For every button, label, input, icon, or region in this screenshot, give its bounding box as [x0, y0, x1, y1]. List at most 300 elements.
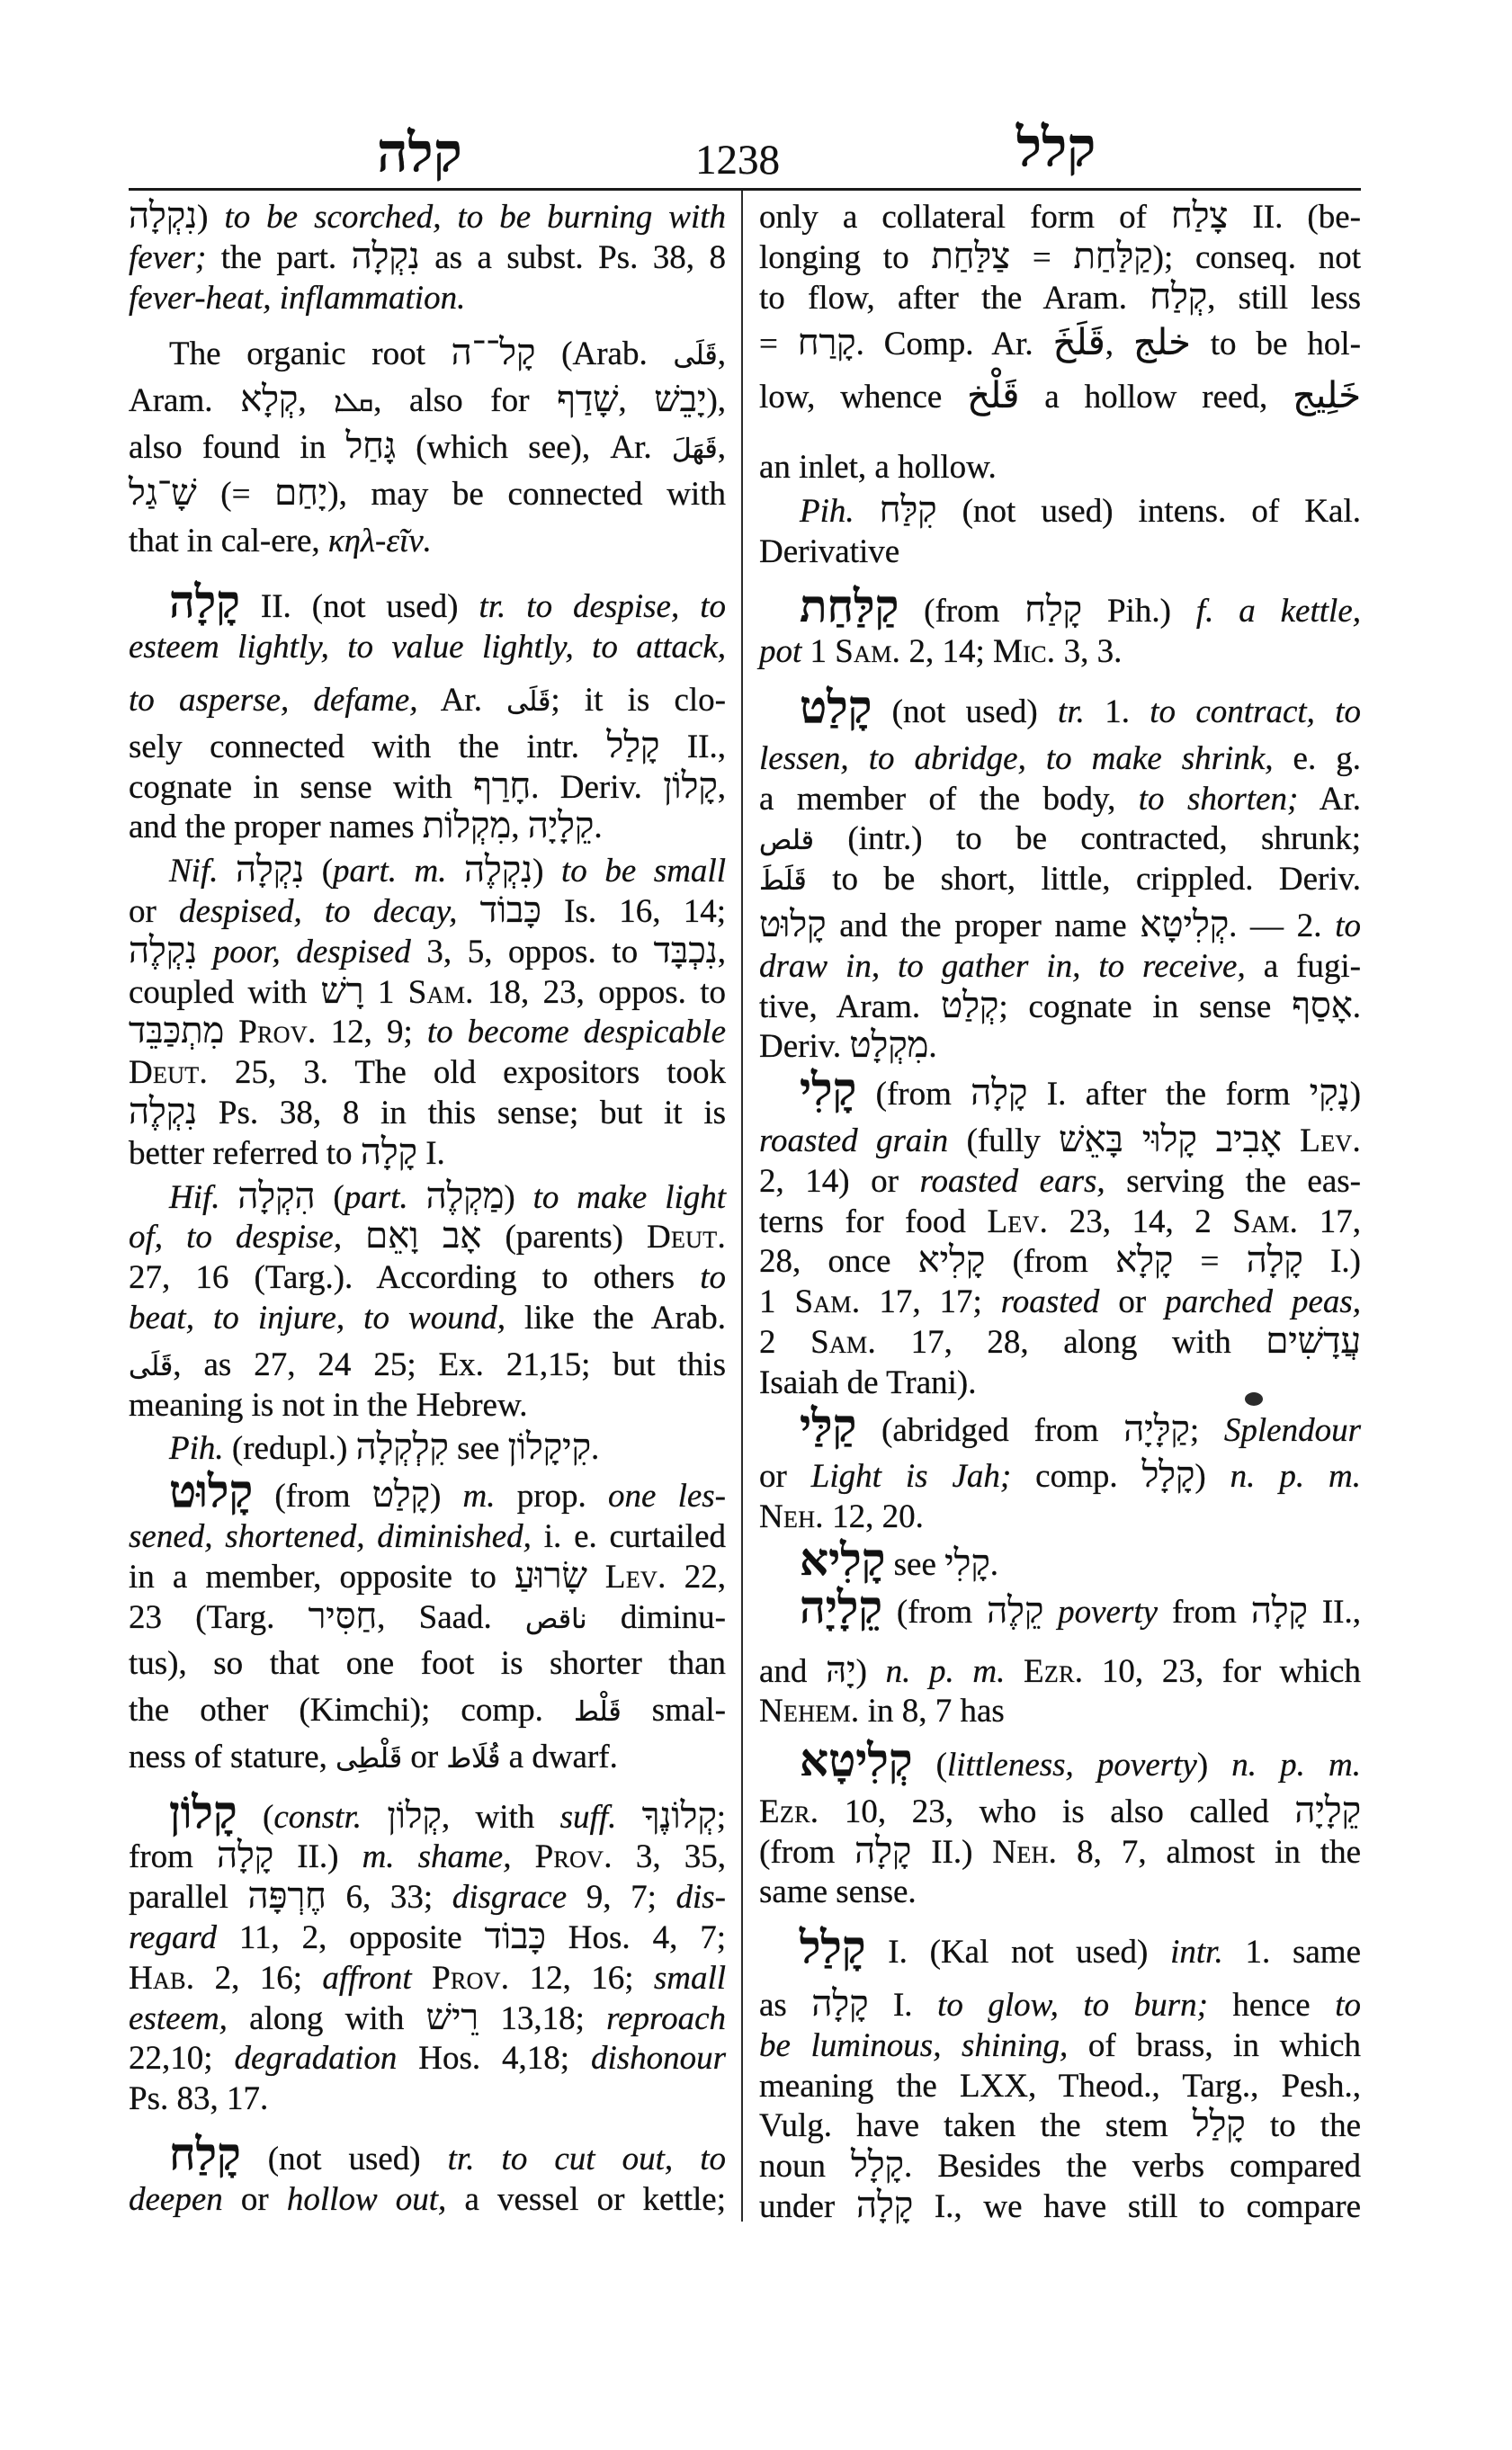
italic-run: draw in, to gather in, to receive, [759, 947, 1246, 985]
text-run: coupled with [129, 973, 321, 1011]
text-line [759, 488, 1362, 532]
hebrew-word: אָסַף [1292, 984, 1353, 1025]
text-run: I. after the form [1027, 1076, 1310, 1113]
small-caps-reference: Prov. [432, 1959, 510, 1997]
hebrew-word: קָלַח [1024, 589, 1083, 630]
text-run: smal- [621, 1692, 726, 1730]
italic-run: to [1335, 907, 1361, 944]
text-run: longing to [759, 238, 932, 276]
text-line [129, 970, 726, 1014]
italic-run: fever; [129, 238, 207, 276]
text-line [759, 1829, 1361, 1873]
text-run: or [759, 1458, 811, 1496]
text-run: (from [759, 1833, 855, 1871]
text-run: low, whence [759, 379, 968, 416]
hebrew-word: צַלַּחַת [931, 235, 1011, 276]
italic-run: pot [759, 633, 802, 671]
text-line [759, 1162, 1361, 1203]
headword: קָלוּט [169, 1466, 254, 1517]
italic-run: to contract, to [1150, 693, 1361, 730]
text-run: to be short, little, crippled. Deriv. [806, 861, 1361, 899]
text-line [759, 1364, 1361, 1404]
headword: קֵלָיָה [800, 1581, 883, 1632]
italic-run: lessen, to abridge, to make shrink, [759, 739, 1274, 777]
small-caps-reference: Lev. [987, 1203, 1049, 1240]
hebrew-word: שָׂרוּעַ [514, 1554, 587, 1596]
text-run: ) [532, 853, 562, 890]
text-run: I. [868, 1987, 938, 2025]
italic-run: dishonour [590, 2040, 727, 2078]
italic-run: degradation [234, 2040, 398, 2078]
text-run: ,‎ [298, 382, 335, 420]
text-line [759, 1239, 1361, 1283]
text-run: ,‎ [511, 809, 528, 846]
text-line [759, 1024, 1361, 1068]
text-run: the other (Kimchi); comp. [129, 1692, 574, 1730]
hebrew-word: קָלוֹן [663, 765, 718, 806]
syriac-word: ܩܠܐ [334, 387, 374, 419]
text-line [129, 929, 726, 973]
text-line [759, 2026, 1361, 2067]
text-line [759, 1118, 1362, 1162]
text-run: that in cal-ere, [129, 522, 328, 559]
text-run: , as 27, 24 25; Ex. 21,15; but this [173, 1346, 726, 1383]
italic-run: sened, shortened, diminished, [129, 1517, 532, 1555]
text-run: 2 [759, 1323, 811, 1361]
text-run: Hos. 4, 7; [545, 1919, 726, 1957]
text-line [129, 1554, 727, 1598]
entry-headword-line [129, 2129, 726, 2180]
italic-run: to glow, to burn; [937, 1987, 1208, 2025]
italic-run: affront [322, 1959, 412, 1997]
text-line [759, 2106, 1361, 2147]
hebrew-word: קָל־־ה [451, 332, 536, 373]
text-line [129, 628, 726, 668]
italic-run: to become despicable [426, 1014, 726, 1051]
text-run: I. [416, 1134, 445, 1172]
text-run: or [222, 2180, 287, 2218]
text-run: II.) [911, 1833, 993, 1871]
hebrew-word: קְלִיטָא [1140, 903, 1230, 944]
text-run: ; cognate in sense [998, 988, 1293, 1025]
text-run: 10, 23, who is also called [819, 1793, 1295, 1830]
hebrew-word: קִלַּח [879, 488, 937, 530]
text-line [129, 1835, 727, 1878]
hebrew-word: נִקְלֶה [464, 849, 533, 890]
small-caps-reference: Sam. [794, 1283, 861, 1321]
text-run: , [717, 933, 726, 970]
text-run: a member of the body, [759, 780, 1139, 818]
hebrew-word: קְלוֹנֶךָ [641, 1794, 717, 1836]
hebrew-word: קִיקָלוֹן [507, 1426, 592, 1468]
text-run: . [989, 1545, 998, 1583]
text-run: noun [759, 2148, 852, 2186]
italic-run: tr. to cut out, to [447, 2141, 726, 2178]
text-run: Derivative [759, 532, 900, 570]
text-line [129, 1131, 726, 1175]
hebrew-word: קָלִיא [917, 1239, 986, 1281]
text-run: . [1352, 988, 1362, 1025]
text-run: (abridged from [856, 1411, 1124, 1449]
italic-run: intr. [1170, 1934, 1223, 1972]
text-run [511, 1838, 534, 1875]
text-run: = [759, 326, 798, 363]
text-line [129, 849, 726, 892]
text-run: ; [1189, 1411, 1224, 1449]
hebrew-word: יָבֵשׁ [654, 379, 707, 420]
text-run: 3, 3. [1055, 633, 1123, 671]
small-caps-reference: Nehem. [759, 1693, 860, 1730]
text-run [446, 853, 464, 890]
hebrew-word: יָהּ [826, 1649, 856, 1690]
text-run [224, 1014, 238, 1051]
text-run [408, 1179, 426, 1216]
italic-run: Pih. [169, 1430, 224, 1468]
text-run: ) [1194, 1458, 1230, 1496]
text-line [129, 425, 726, 469]
italic-run: littleness, poverty [947, 1747, 1197, 1784]
text-run: 23, 14, 2 [1048, 1203, 1233, 1240]
arabic-word: قَلَطَ [759, 865, 807, 898]
italic-run: regard [129, 1919, 217, 1957]
text-run [1043, 1594, 1058, 1631]
italic-run: f. a kettle, [1195, 593, 1361, 630]
arabic-word-large: قَلَخَ [1052, 322, 1105, 364]
text-line [759, 532, 1361, 573]
hebrew-word: עֲדָשִׁים [1266, 1319, 1362, 1361]
text-run: an inlet, a hollow. [759, 448, 997, 486]
text-line [129, 1346, 726, 1386]
text-run: ) [430, 1478, 463, 1516]
text-run: see [448, 1430, 508, 1468]
hebrew-word: נָקִי [1309, 1072, 1350, 1113]
text-line [129, 1010, 726, 1053]
text-run: 3, 35, [612, 1838, 727, 1876]
text-run: (not used) intens. of Kal. [936, 492, 1362, 530]
text-run [342, 1219, 365, 1256]
text-run: II.) [273, 1838, 362, 1876]
entry-headword-line [759, 681, 1361, 733]
italic-run: small [653, 1959, 727, 1997]
text-run: to flow, after the Aram. [759, 279, 1150, 317]
text-run: ) [1196, 1747, 1232, 1784]
italic-run: disgrace [452, 1879, 568, 1917]
text-run: (from [899, 593, 1025, 630]
hebrew-word: מַקְלֶה [425, 1175, 505, 1216]
text-run: a fugi- [1245, 947, 1361, 985]
text-run: ), [706, 382, 727, 420]
text-run: 1 [759, 1283, 795, 1321]
hebrew-word: קָלַל [1192, 2104, 1246, 2145]
text-line [129, 1996, 727, 2040]
hebrew-word: קָלוּט [759, 903, 827, 944]
text-run: 28, once [759, 1243, 918, 1281]
text-run: , Saad. [377, 1598, 526, 1636]
text-run: 9, 7; [567, 1879, 676, 1917]
text-run: and [759, 1652, 827, 1690]
hebrew-word: הִקְלָה [237, 1175, 316, 1216]
text-run: 12, 16; [509, 1959, 654, 1997]
text-line [129, 681, 726, 721]
entry-headword-line [129, 1786, 727, 1838]
text-run: like the Arab. [505, 1299, 726, 1337]
text-line [759, 448, 1361, 488]
hebrew-word: שָׁדַף [557, 379, 619, 420]
italic-run: one les- [607, 1478, 726, 1516]
text-run: as [759, 1987, 812, 2025]
hebrew-word: קָלָה [811, 1983, 869, 2025]
text-run: (from [985, 1243, 1116, 1281]
text-run: 1. same [1222, 1934, 1361, 1972]
text-line [129, 1215, 726, 1258]
hebrew-word: קְלַט [941, 984, 999, 1025]
hebrew-word: קָלָה [360, 1131, 417, 1172]
headword: קָלָה [169, 577, 240, 628]
italic-run: suff. [559, 1798, 617, 1836]
hebrew-word: קַלַּחַת [1073, 235, 1153, 276]
headword: קָלַח [169, 2129, 241, 2180]
text-line [129, 2180, 726, 2221]
text-run: ,‎ also for [373, 382, 558, 420]
arabic-word-large: قَلْخ [967, 375, 1020, 417]
text-run [457, 893, 479, 930]
text-run: ) [197, 199, 225, 236]
text-run: Vulg. have taken the stem [759, 2107, 1193, 2145]
text-run: a vessel or kettle; [446, 2180, 726, 2218]
text-run: of brass, in which [1068, 2026, 1361, 2064]
italic-run: to be scorched, to be burning with [224, 199, 726, 236]
hebrew-word: קָלָל [1141, 1454, 1195, 1496]
text-run: or [129, 892, 180, 930]
headword: קָלַל [800, 1922, 866, 1973]
italic-run: be luminous, shining, [759, 2026, 1069, 2064]
hebrew-word: קְלָא [240, 379, 299, 420]
text-line [759, 1789, 1361, 1833]
small-caps-reference: Ezr. [759, 1793, 819, 1830]
text-run: from [129, 1838, 218, 1876]
text-run: , [717, 335, 726, 373]
text-line [129, 1053, 726, 1094]
small-caps-reference: Prov. [534, 1838, 613, 1876]
text-run [616, 1799, 641, 1836]
text-run: in a member, opposite to [129, 1558, 514, 1596]
italic-run: of, to despise, [129, 1219, 343, 1256]
text-run: see [885, 1545, 945, 1583]
text-run: ( [237, 1798, 274, 1836]
running-head-left: קלה [377, 123, 462, 183]
text-run: 22,10; [129, 2040, 235, 2078]
headword: קָלִיא [800, 1533, 886, 1585]
text-run: , with [441, 1798, 560, 1836]
italic-run: deepen [129, 2180, 223, 2218]
text-line [129, 765, 726, 809]
text-run: Deriv. [759, 1028, 850, 1066]
text-line [129, 1644, 726, 1685]
italic-run: poverty [1058, 1593, 1159, 1631]
italic-run: m. shame, [362, 1838, 512, 1876]
italic-run: to asperse, defame, [129, 681, 418, 719]
text-run: and the proper name [826, 907, 1141, 944]
hebrew-word: מִקְלָט [849, 1024, 929, 1066]
text-run: II., [1307, 1593, 1361, 1631]
text-run: e. g. [1273, 739, 1361, 777]
text-run: meaning is not in the Hebrew. [129, 1386, 528, 1424]
small-caps-reference: Mic. [993, 633, 1056, 671]
text-run: ,‎ [1105, 326, 1134, 363]
text-line [759, 1692, 1361, 1732]
text-run: Is. 16, 14; [541, 892, 726, 930]
text-run: 22, [666, 1558, 727, 1596]
arabic-word: قَلَى [673, 340, 718, 372]
text-run: The organic root [169, 335, 452, 373]
text-line [759, 1319, 1362, 1364]
arabic-word: قَهَلَ [671, 433, 718, 465]
greek-word: κηλ-εῖν. [327, 522, 432, 559]
text-run: (intr.) to be contracted, shrunk; [814, 820, 1361, 858]
text-run: (parents) [481, 1219, 647, 1256]
text-line [129, 1918, 726, 1959]
small-caps-reference: Lev. [604, 1558, 667, 1596]
italic-run: esteem lightly, to value lightly, to attack, [129, 629, 726, 666]
text-line [129, 889, 726, 933]
text-run: ) [504, 1178, 533, 1216]
italic-run: constr. [273, 1798, 362, 1836]
text-run: ‎. — 2. [1229, 907, 1336, 944]
text-run: 17, 17; [860, 1283, 1001, 1321]
italic-run: m. [462, 1478, 496, 1516]
hebrew-word: קֵלֶה [987, 1589, 1044, 1631]
hebrew-word: נִכְבָּד [653, 929, 718, 970]
italic-run: part. [344, 1178, 408, 1216]
text-run: 10, 23, for which [1083, 1652, 1361, 1690]
text-run [220, 1179, 238, 1216]
text-run: parallel [129, 1879, 248, 1917]
entry-headword-line [759, 1064, 1362, 1115]
small-caps-reference: Neh. [992, 1833, 1058, 1871]
text-line [759, 947, 1361, 988]
italic-run: poor, despised [212, 933, 411, 970]
text-line [759, 1983, 1361, 2026]
hebrew-word: יָחַם [274, 471, 328, 513]
italic-run: beat, to injure, to wound, [129, 1299, 505, 1337]
headword: קָלוֹן [169, 1786, 237, 1838]
hebrew-word: חֶרְפָּה [247, 1875, 327, 1917]
entry-headword-line [759, 1735, 1361, 1786]
hebrew-word: קָרַח [797, 322, 856, 363]
hebrew-word: אָבִיב קָלוּי בָּאֵשׁ [1059, 1118, 1282, 1159]
italic-run: part. m. [333, 853, 447, 890]
text-run: ) [1349, 1076, 1362, 1113]
text-run: and the proper names [129, 809, 423, 846]
text-run: 2, 14; [900, 633, 993, 671]
text-run: (not used) [872, 693, 1059, 730]
text-run: ‎ 1 [363, 973, 408, 1011]
entry-headword-line [759, 1399, 1361, 1452]
text-run: II. (not used) [239, 588, 479, 626]
text-line [759, 195, 1361, 238]
text-run [362, 1799, 387, 1836]
hebrew-word: קֵלָיָה [527, 805, 595, 846]
hebrew-word: קָלָא [1115, 1239, 1174, 1281]
italic-run: despised, to decay, [179, 892, 458, 930]
hebrew-word: קָלַט [371, 1474, 431, 1516]
hebrew-word: צָלַח [1171, 195, 1229, 236]
ink-blot [1245, 1392, 1263, 1406]
hebrew-word: קָלָל [851, 2144, 904, 2186]
text-run: along with [227, 1999, 426, 2037]
headword: קְלִיטָא [800, 1735, 913, 1786]
text-run: , [717, 428, 726, 466]
text-run: Ps. 83, 17. [129, 2080, 269, 2118]
text-run: (from [856, 1076, 971, 1113]
hebrew-word: רֵישׁ [425, 1996, 479, 2037]
hebrew-word: קָלָה [855, 2185, 914, 2226]
text-run: 17, [1298, 1203, 1362, 1240]
text-run: hence [1207, 1987, 1336, 2025]
text-line [759, 275, 1361, 319]
text-run: a hollow reed, [1019, 379, 1293, 416]
hebrew-word: קְלוֹן [387, 1794, 442, 1836]
text-run: I. (Kal not used) [865, 1934, 1171, 1972]
italic-run: to shorten; [1138, 780, 1299, 818]
text-run: ness of stature, [129, 1738, 336, 1775]
hebrew-word: כָּבוֹד [484, 1916, 546, 1957]
text-run: ‎ = [1173, 1243, 1247, 1281]
italic-run: to be small [561, 853, 726, 890]
text-run: (which see), Ar. [396, 428, 672, 466]
hebrew-word: מִקְלוֹת [422, 805, 512, 846]
small-caps-reference: Sam. [835, 633, 901, 671]
arabic-word-large: خلج [1133, 322, 1191, 364]
italic-run: n. p. m. [1230, 1458, 1362, 1496]
text-run: comp. [1011, 1458, 1142, 1496]
italic-run: tr. [1058, 693, 1085, 730]
small-caps-reference: Sam. [1232, 1203, 1299, 1240]
text-run: 12, 20. [823, 1498, 924, 1536]
text-line [129, 805, 726, 848]
text-run: as a subst. Ps. 38, 8 [419, 238, 726, 276]
text-run: or [1099, 1283, 1166, 1321]
italic-run: fever-heat, inflammation. [129, 279, 466, 317]
hebrew-word: קֵלָיָה [1294, 1789, 1361, 1830]
text-run: . [928, 1028, 937, 1066]
text-run: . Comp. Ar. [855, 326, 1053, 363]
text-line [759, 1498, 1361, 1538]
italic-run: Nif. [169, 853, 219, 890]
text-run: 2, 14) or [759, 1162, 920, 1200]
arabic-word: قَلَى [129, 1350, 174, 1382]
text-line [129, 1175, 727, 1219]
text-run: , [717, 768, 726, 806]
text-run: 23 (Targ. [129, 1598, 309, 1636]
italic-run: Pih. [800, 492, 854, 530]
text-run: ) [855, 1652, 886, 1690]
text-run: 11, 2, opposite [216, 1919, 485, 1957]
arabic-word: قُلَاط [446, 1742, 501, 1775]
text-line [759, 632, 1361, 673]
small-caps-reference: Lev. [1300, 1122, 1362, 1159]
text-run: under [759, 2188, 856, 2226]
text-run: I., we have still to compare [913, 2188, 1361, 2226]
text-run: , still less [1207, 279, 1361, 317]
text-run: prop. [495, 1478, 608, 1516]
text-line [129, 1090, 726, 1134]
text-line [129, 2079, 726, 2120]
italic-run: roasted grain [759, 1122, 949, 1159]
text-run: tus), so that one foot is shorter than [129, 1645, 726, 1683]
text-run [854, 493, 880, 530]
text-run [1282, 1122, 1300, 1159]
